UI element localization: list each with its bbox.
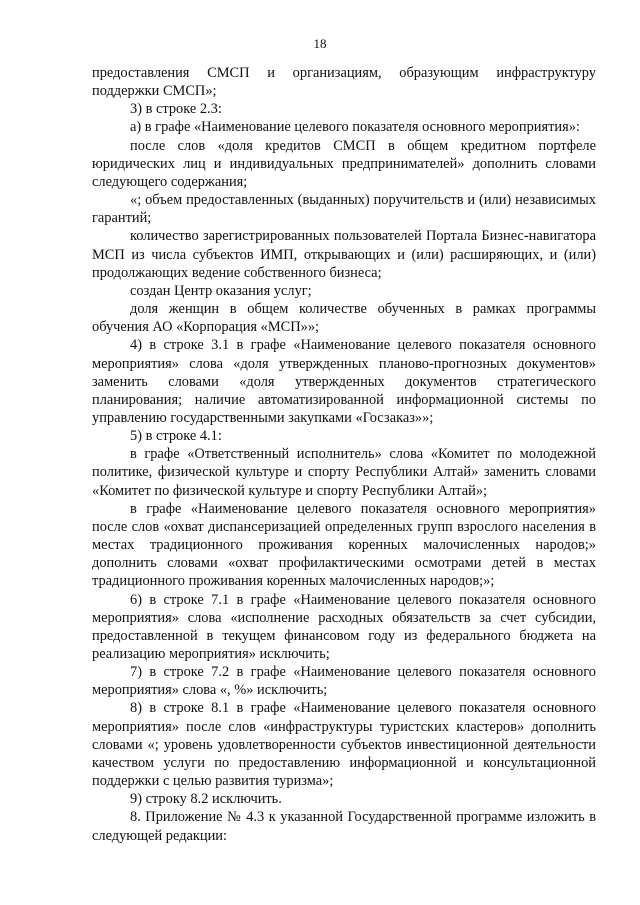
paragraph-6: количество зарегистрированных пользователей Портала Бизнес-навигатора МСП из числа субъектов ИМП, открывающих и (или) расширяющих, и (или) продолжающих ведение собственного бизнеса;	[92, 228, 596, 281]
page-number: 18	[313, 36, 327, 51]
paragraph-12: в графе «Наименование целевого показателя основного мероприятия» после слов «охват диспансеризацией определенных групп взрослого населения в местах традиционного проживания коренных малочисленных народов;» дополнить словами «охват профилактическими осмотрами детей в местах традиционного проживания коренных малочисленных народов;»;	[92, 500, 596, 590]
paragraph-16: 9) строку 8.2 исключить.	[130, 791, 282, 808]
paragraph-14: 7) в строке 7.2 в графе «Наименование целевого показателя основного мероприятия» слова «, %» исключить;	[92, 664, 596, 699]
paragraph-15: 8) в строке 8.1 в графе «Наименование целевого показателя основного мероприятия» после слов «инфраструктуры туристских кластеров» дополнить словами «; уровень удовлетворенности субъектов инвестиционной деятельности качеством услуги по предоставлению информационной и консультационной поддержки с целью развития туризма»;	[92, 700, 596, 790]
paragraph-1: предоставления СМСП и организациям, образующим инфраструктуру поддержки СМСП»;	[92, 65, 596, 100]
paragraph-5: «; объем предоставленных (выданных) поручительств и (или) независимых гарантий;	[92, 192, 596, 227]
paragraph-3: а) в графе «Наименование целевого показателя основного мероприятия»:	[130, 119, 580, 136]
document-body	[92, 64, 596, 845]
paragraph-7: создан Центр оказания услуг;	[130, 282, 312, 299]
paragraph-4: после слов «доля кредитов СМСП в общем кредитном портфеле юридических лиц и индивидуальных предпринимателей» дополнить словами следующего содержания;	[92, 137, 596, 190]
paragraph-2: 3) в строке 2.3:	[130, 101, 222, 118]
paragraph-17: 8. Приложение № 4.3 к указанной Государственной программе изложить в следующей редакции:	[92, 809, 596, 844]
paragraph-10: 5) в строке 4.1:	[130, 428, 222, 445]
paragraph-8: доля женщин в общем количестве обученных в рамках программы обучения АО «Корпорация «МСП»»;	[92, 301, 596, 336]
paragraph-13: 6) в строке 7.1 в графе «Наименование целевого показателя основного мероприятия» слова «исполнение расходных обязательств за счет субсидии, предоставленной в текущем финансовом году из федерального бюджета на реализацию мероприятия» исключить;	[92, 591, 596, 662]
paragraph-11: в графе «Ответственный исполнитель» слова «Комитет по молодежной политике, физической культуре и спорту Республики Алтай» заменить словами «Комитет по физической культуре и спорту Республики Алтай»;	[92, 446, 596, 499]
paragraph-9: 4) в строке 3.1 в графе «Наименование целевого показателя основного мероприятия» слова «доля утвержденных планово-прогнозных документов» заменить словами «доля утвержденных документов стратегического планирования; наличие автоматизированной информационной системы по управлению государственными закупками «Госзаказ»»;	[92, 337, 596, 426]
